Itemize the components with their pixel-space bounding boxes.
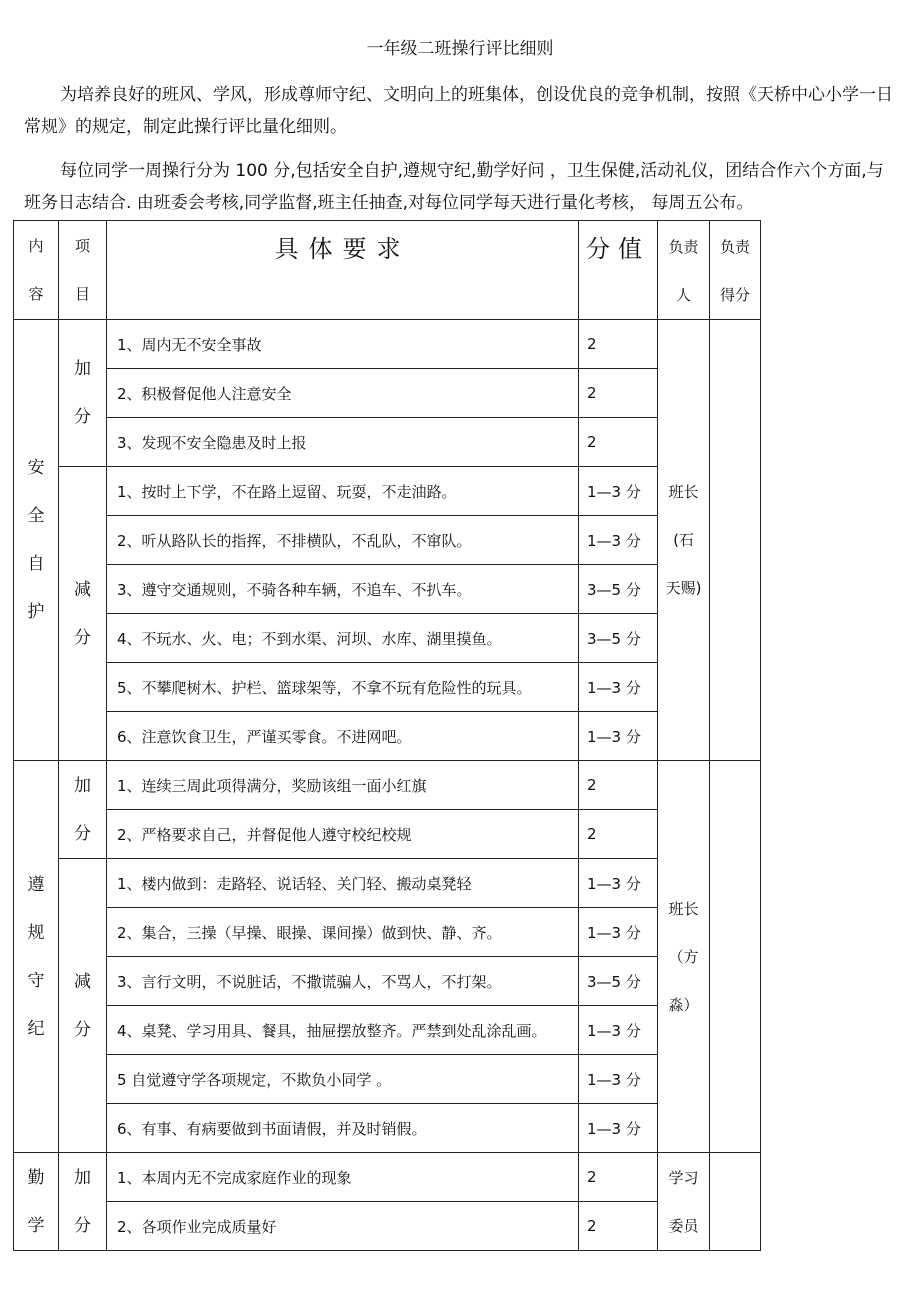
group-label-cell: 加 分 xyxy=(59,1153,107,1251)
intro-paragraph: 为培养良好的班风、学风，形成尊师守纪、文明向上的班集体，创设优良的竞争机制，按照《天桥中心小学一日常规》的规定，制定此操行评比量化细则。 xyxy=(24,85,893,137)
requirement-cell: 4、不玩水、火、电；不到水渠、河坝、水库、湖里摸鱼。 xyxy=(107,614,579,663)
header-resp-score: 负责 得分 xyxy=(710,221,761,320)
score-cell: 1—3 分 xyxy=(579,1006,658,1055)
table-row xyxy=(14,1055,761,1104)
score-cell: 2 xyxy=(579,418,658,467)
requirement-cell: 2、各项作业完成质量好 xyxy=(107,1202,579,1251)
header-content: 内 容 xyxy=(14,221,59,320)
table-row xyxy=(14,1202,761,1251)
score-cell: 1—3 分 xyxy=(579,1055,658,1104)
resp-score-cell[interactable] xyxy=(710,761,761,1153)
table-row xyxy=(14,810,761,859)
responsible-cell: 班长 （方 淼） xyxy=(658,761,710,1153)
evaluation-table xyxy=(13,220,761,1251)
score-cell: 2 xyxy=(579,320,658,369)
header-row xyxy=(14,221,761,320)
requirement-cell: 5 自觉遵守学各项规定，不欺负小同学 。 xyxy=(107,1055,579,1104)
requirement-cell: 2、集合，三操（早操、眼操、课间操）做到快、静、齐。 xyxy=(107,908,579,957)
score-cell: 3—5 分 xyxy=(579,957,658,1006)
header-item: 项 目 xyxy=(59,221,107,320)
requirement-cell: 2、听从路队长的指挥，不排横队，不乱队，不窜队。 xyxy=(107,516,579,565)
score-cell: 1—3 分 xyxy=(579,663,658,712)
section-name-cell: 勤 学 xyxy=(14,1153,59,1251)
requirement-cell: 1、楼内做到：走路轻、说话轻、关门轻、搬动桌凳轻 xyxy=(107,859,579,908)
score-cell: 2 xyxy=(579,369,658,418)
table-row xyxy=(14,369,761,418)
table-row xyxy=(14,418,761,467)
table-row xyxy=(14,614,761,663)
score-cell: 1—3 分 xyxy=(579,1104,658,1153)
resp-score-cell[interactable] xyxy=(710,1153,761,1251)
table-row xyxy=(14,663,761,712)
header-requirement: 具体要求 xyxy=(107,221,579,320)
score-cell: 2 xyxy=(579,761,658,810)
score-cell: 1—3 分 xyxy=(579,859,658,908)
table-row xyxy=(14,565,761,614)
responsible-cell: 班长 (石 天赐) xyxy=(658,320,710,761)
table-row xyxy=(14,1006,761,1055)
table-row xyxy=(14,467,761,516)
header-responsible: 负责 人 xyxy=(658,221,710,320)
requirement-cell: 3、言行文明，不说脏话，不撒谎骗人，不骂人，不打架。 xyxy=(107,957,579,1006)
score-cell: 1—3 分 xyxy=(579,467,658,516)
table-row xyxy=(14,859,761,908)
table-row xyxy=(14,320,761,369)
requirement-cell: 6、有事、有病要做到书面请假，并及时销假。 xyxy=(107,1104,579,1153)
score-cell: 2 xyxy=(579,1202,658,1251)
section-name-cell: 安 全 自 护 xyxy=(14,320,59,761)
score-cell: 3—5 分 xyxy=(579,614,658,663)
header-score: 分值 xyxy=(579,221,658,320)
score-cell: 3—5 分 xyxy=(579,565,658,614)
resp-score-cell[interactable] xyxy=(710,320,761,761)
requirement-cell: 4、桌凳、学习用具、餐具，抽屉摆放整齐。严禁到处乱涂乱画。 xyxy=(107,1006,579,1055)
requirement-cell: 2、严格要求自己，并督促他人遵守校纪校规 xyxy=(107,810,579,859)
requirement-cell: 2、积极督促他人注意安全 xyxy=(107,369,579,418)
page-title: 一年级二班操行评比细则 xyxy=(366,39,554,59)
group-label-cell: 减 分 xyxy=(59,859,107,1153)
score-cell: 2 xyxy=(579,1153,658,1202)
requirement-cell: 5、不攀爬树木、护栏、篮球架等，不拿不玩有危险性的玩具。 xyxy=(107,663,579,712)
table-row xyxy=(14,761,761,810)
score-cell: 1—3 分 xyxy=(579,516,658,565)
group-label-cell: 加 分 xyxy=(59,320,107,467)
section-name-cell: 遵 规 守 纪 xyxy=(14,761,59,1153)
requirement-cell: 3、遵守交通规则，不骑各种车辆，不追车、不扒车。 xyxy=(107,565,579,614)
table-row xyxy=(14,712,761,761)
table-row xyxy=(14,1104,761,1153)
requirement-cell: 1、连续三周此项得满分，奖励该组一面小红旗 xyxy=(107,761,579,810)
group-label-cell: 减 分 xyxy=(59,467,107,761)
requirement-cell: 1、周内无不安全事故 xyxy=(107,320,579,369)
group-label-cell: 加 分 xyxy=(59,761,107,859)
requirement-cell: 3、发现不安全隐患及时上报 xyxy=(107,418,579,467)
scoring-paragraph: 每位同学一周操行分为 100 分,包括安全自护,遵规守纪,勤学好问 ，卫生保健,活动礼仪，团结合作六个方面,与班务日志结合. 由班委会考核,同学监督,班主任抽查,对每位同学每天进行量化考核， 每周五公布。 xyxy=(24,161,884,213)
table-body xyxy=(14,320,761,1251)
responsible-cell: 学习 委员 xyxy=(658,1153,710,1251)
score-cell: 1—3 分 xyxy=(579,908,658,957)
requirement-cell: 1、本周内无不完成家庭作业的现象 xyxy=(107,1153,579,1202)
table-row xyxy=(14,957,761,1006)
requirement-cell: 6、注意饮食卫生，严谨买零食。不进网吧。 xyxy=(107,712,579,761)
table-row xyxy=(14,516,761,565)
table-row xyxy=(14,908,761,957)
requirement-cell: 1、按时上下学，不在路上逗留、玩耍，不走油路。 xyxy=(107,467,579,516)
table-row xyxy=(14,1153,761,1202)
score-cell: 1—3 分 xyxy=(579,712,658,761)
score-cell: 2 xyxy=(579,810,658,859)
